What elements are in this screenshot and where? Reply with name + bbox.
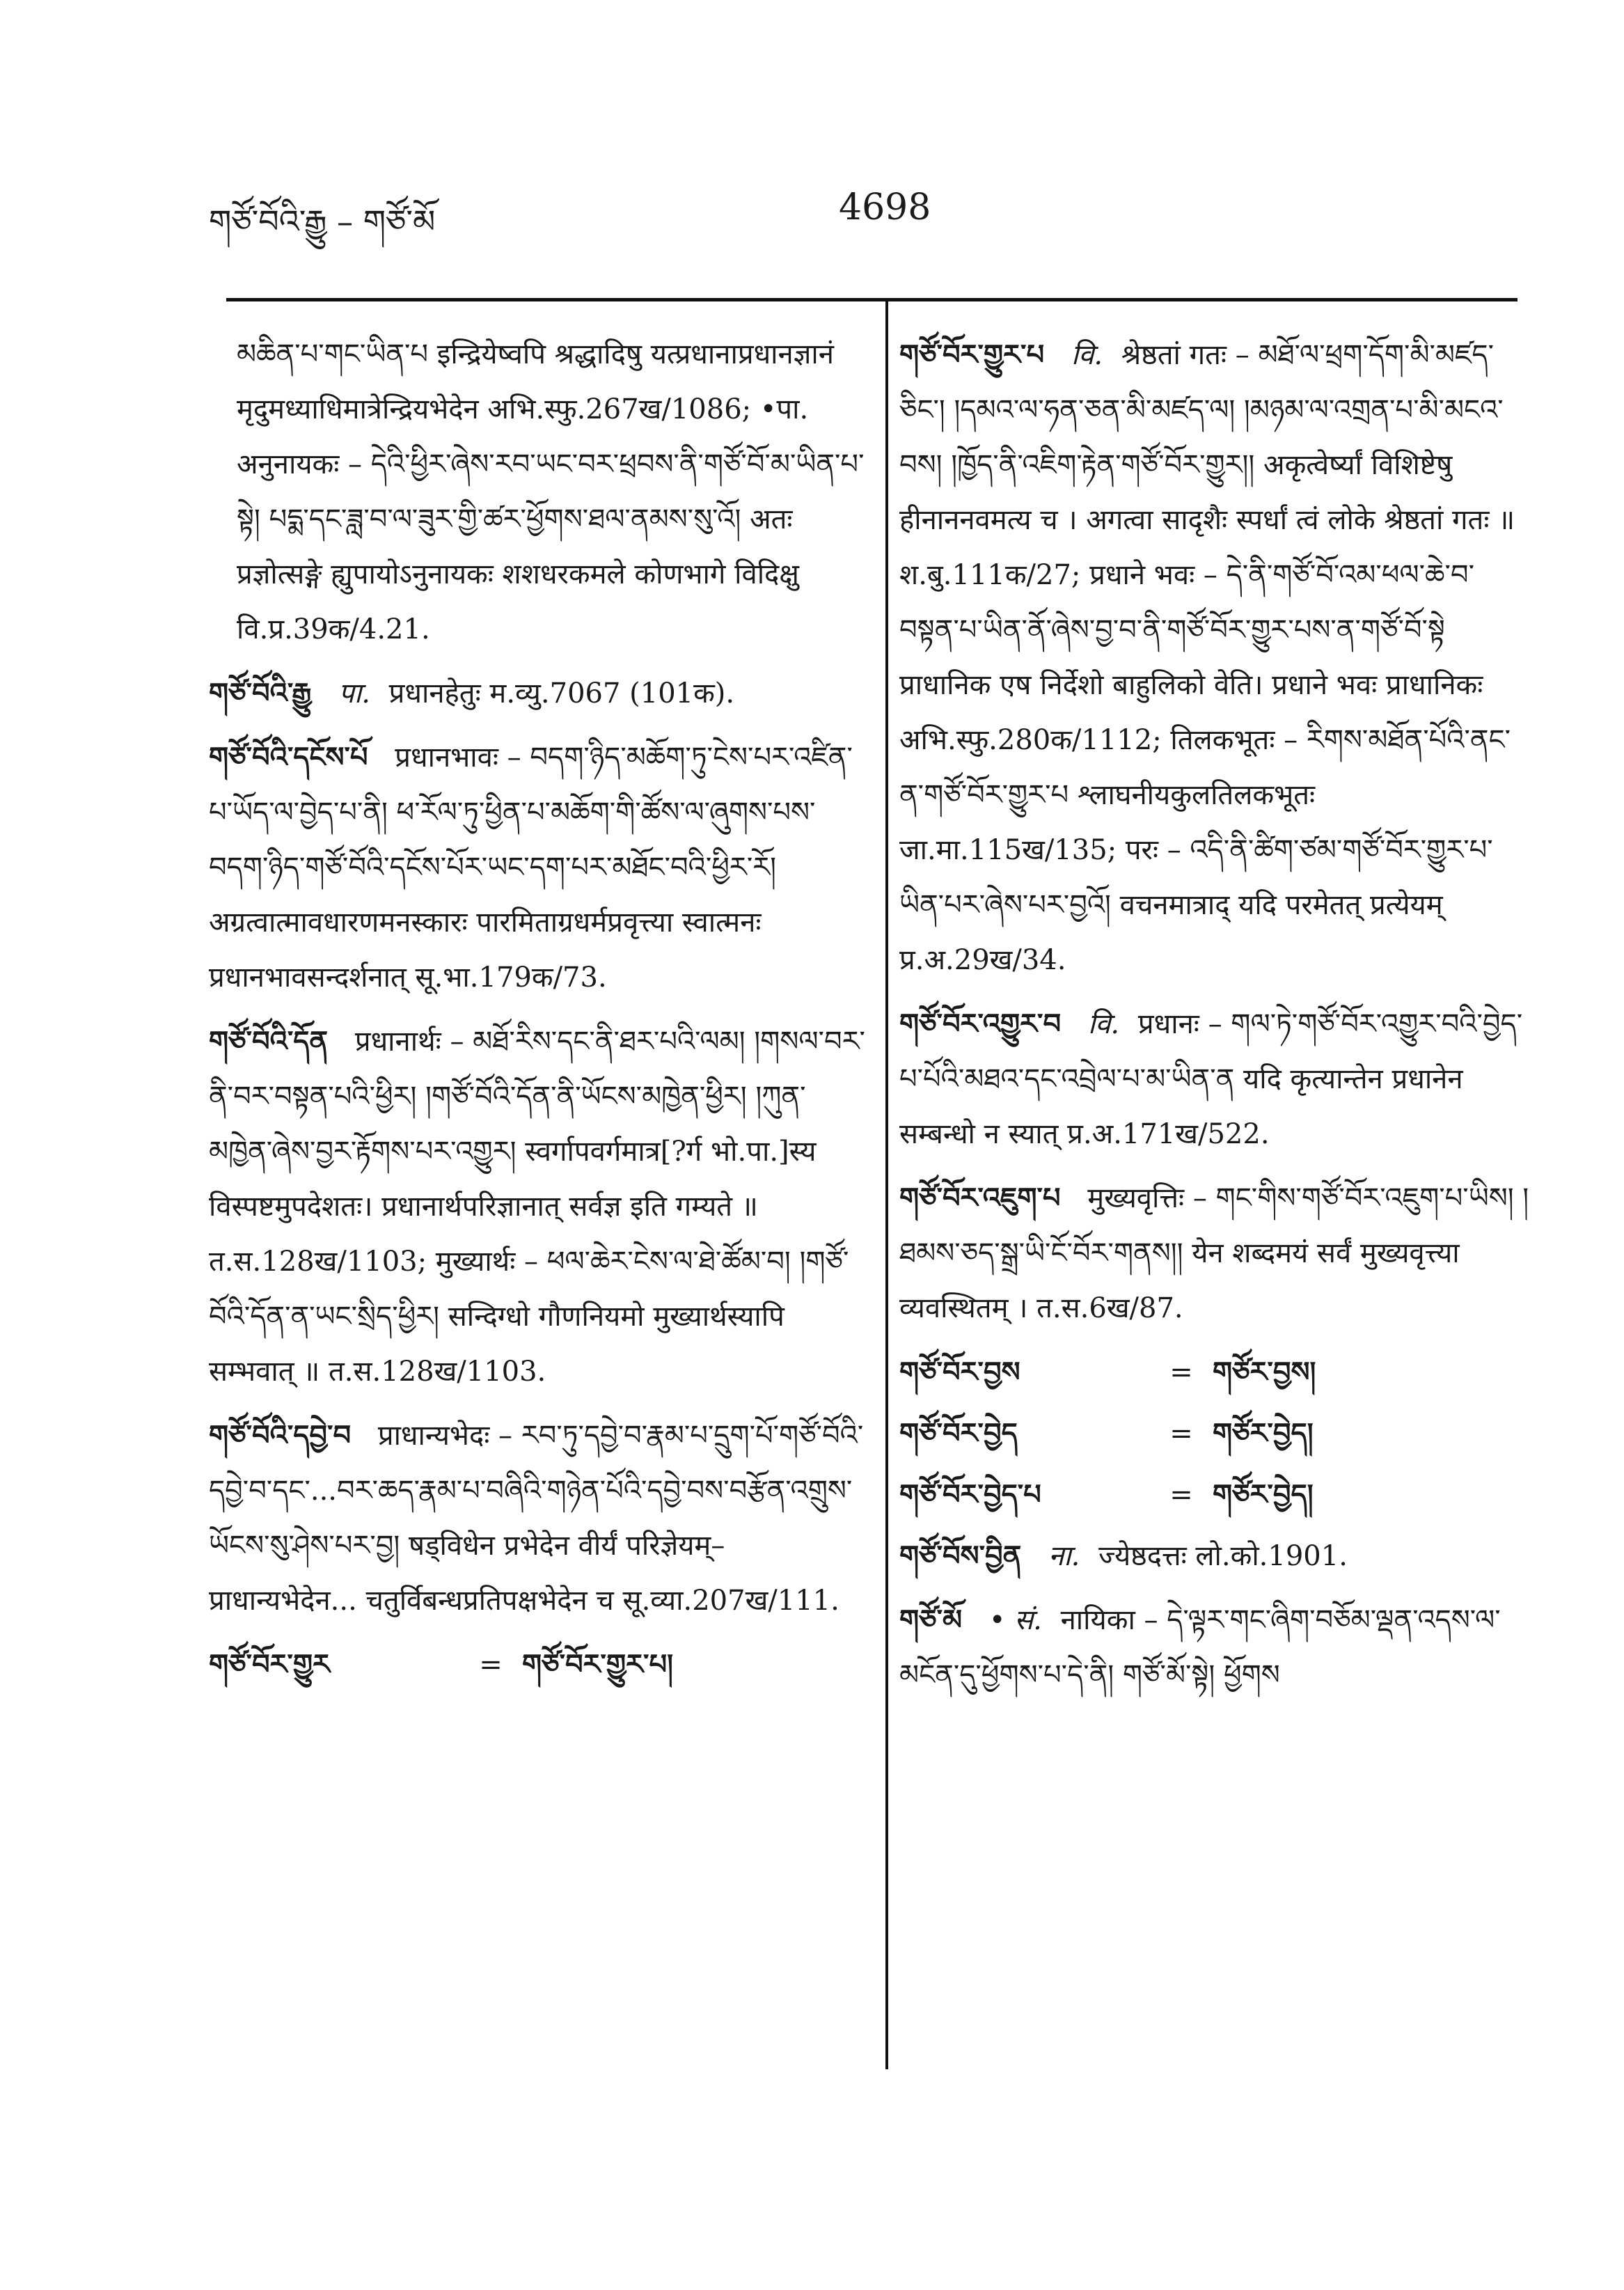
grammar-label: पा. xyxy=(338,677,370,709)
dictionary-entry xyxy=(209,1014,867,1399)
entry-body: श्रेष्ठतां गतः – མཐོ་ལ་ཕྲག་དོག་མི་མཛད་ཅིང་། །དམའ་ལ་ཧན་ཅན་མི་མཛད་ལ། །མཉམ་ལ་འགྲན་པ་མི་མངའ་བས། །ཁྱོད་ནི་འཇིག་རྟེན་གཙོ་བོར་གྱུར།། अकृत्वेर्ष्यां विशिष्टेषु हीनाननवमत्य च । अगत्वा सादृशैः स्पर्धां त्वं लोके श्रेष्ठतां गतः ॥ श.बु.111क/27; प्रधाने भवः – དེ་ནི་གཙོ་བོ་འམ་ཕལ་ཆེ་བ་བསྟན་པ་ཡིན་ནོ་ཞེས་བྱ་བ་ནི་གཙོ་བོར་གྱུར་པས་ན་གཙོ་བོ་སྟེ प्राधानिक एष निर्देशो बाहुलिको वेति। प्रधाने भवः प्राधानिकः अभि.स्फु.280क/1112; तिलकभूतः – རིགས་མཐོན་པོའི་ནང་ན་གཙོ་བོར་གྱུར་པ श्लाघनीयकुलतिलकभूतः जा.मा.115ख/135; परः – འདི་ནི་ཚིག་ཙམ་གཙོ་བོར་གྱུར་པ་ཡིན་པར་ཞེས་པར་བྱའོ། वचनमात्राद् यदि परमेतत् प्रत्येयम् प्र.अ.29ख/34. xyxy=(899,339,1515,976)
equals-sign: = xyxy=(1169,1356,1193,1388)
entry-headword: གཙོ་བོའི་དངོས་པོ xyxy=(209,741,368,774)
cross-reference-target: གཙོར་བྱས། xyxy=(1213,1356,1316,1388)
entry-body: नायिका – དེ་ལྟར་གང་ཞིག་བཅོམ་ལྡན་འདས་ལ་མངོན་དུ་ཕྱོགས་པ་དེ་ནི། གཙོ་མོ་སྟེ། ཕྱོགས xyxy=(899,1604,1501,1691)
entry-body: མཆིན་པ་གང་ཡིན་པ इन्द्रियेष्वपि श्रद्धादिषु यत्प्रधानाप्रधानज्ञानं मृदुमध्याधिमात्रेन्द्रियभेदेन अभि.स्फु.267ख/1086; •पा. अनुनायकः – དེའི་ཕྱིར་ཞེས་རབ་ཡང་བར་ཕྲབས་ནི་གཙོ་བོ་མ་ཡིན་པ་སྟེ། པདྨ་དང་ཟླ་བ་ལ་ཟུར་གྱི་ཚར་ཕྱོགས་ཐལ་ནམས་སུ་འོ། अतः प्रज्ञोत्सङ्गे ह्युपायोऽनुनायकः शशधरकमले कोणभागे विदिक्षु वि.प्र.39क/4.21. xyxy=(237,338,865,645)
dictionary-entry xyxy=(899,1170,1529,1336)
left-column xyxy=(209,327,867,1698)
cross-reference-entry xyxy=(899,1344,1529,1400)
header-rule xyxy=(226,298,1517,301)
entry-body: प्रधानः – གལ་ཏེ་གཙོ་བོར་འགྱུར་བའི་བྱེད་པ་པོའི་མཐའ་དང་འབྲེལ་པ་མ་ཡིན་ན यदि कृत्यान्तेन प्रधानेन सम्बन्धो न स्यात् प्र.अ.171ख/522. xyxy=(899,1008,1523,1150)
dictionary-entry xyxy=(209,327,867,657)
entry-headword: གཙོ་བོར་གྱུར་པ xyxy=(899,338,1045,371)
dictionary-entry xyxy=(209,666,867,721)
column-divider xyxy=(885,301,888,2069)
entry-body: प्रधानार्थः – མཐོ་རིས་དང་ནི་ཐར་པའི་ལམ། །གསལ་བར་ནི་བར་བསྟན་པའི་ཕྱིར། །གཙོ་བོའི་དོན་ནི་ཡོངས་མཁྱེན་ཕྱིར། །ཀུན་མཁྱེན་ཞེས་བྱར་རྟོགས་པར་འགྱུར། स्वर्गापवर्गमात्र[?र्ग भो.पा.]स्य विस्पष्टमुपदेशतः। प्रधानार्थपरिज्ञानात् सर्वज्ञ इति गम्यते ॥ त.स.128ख/1103; मुख्यार्थः – ཕལ་ཆེར་ངེས་ལ་ཐེ་ཚོམ་བ། །གཙོ་བོའི་དོན་ན་ཡང་སྲིད་ཕྱིར། सन्दिग्धो गौणनियमो मुख्यार्थस्यापि सम्भवात् ॥ त.स.128ख/1103. xyxy=(209,1026,865,1388)
entry-body: ज्येष्ठदत्तः लो.को.1901. xyxy=(1098,1540,1348,1572)
grammar-label: वि. xyxy=(1071,339,1103,371)
grammar-label: वि. xyxy=(1087,1008,1120,1040)
entry-headword: གཙོ་བོར་བྱས xyxy=(899,1356,1020,1388)
equals-sign: = xyxy=(1169,1418,1193,1450)
entry-body: मुख्यवृत्तिः – གང་གིས་གཙོ་བོར་འཇུག་པ་ཡིས། །ཐམས་ཅད་སྒྲ་ཡི་ངོ་བོར་གནས།། येन शब्दमयं सर्वं मुख्यवृत्त्या व्यवस्थितम् । त.स.6ख/87. xyxy=(899,1182,1529,1324)
entry-headword: གཙོ་བོར་བྱེད་པ xyxy=(899,1478,1041,1511)
cross-reference-target: གཙོར་བྱེད། xyxy=(1213,1417,1314,1450)
equals-sign: = xyxy=(1169,1479,1193,1511)
entry-headword: གཙོ་བོས་བྱིན xyxy=(899,1539,1022,1572)
entry-headword: གཙོ་བོའི་དོན xyxy=(209,1025,329,1058)
entry-headword: གཙོ་བོར་བྱེད xyxy=(899,1417,1018,1450)
cross-reference-target: གཙོར་བྱེད། xyxy=(1213,1478,1314,1511)
entry-body: प्राधान्यभेदः – རབ་ཏུ་དབྱེ་བ་རྣམ་པ་དྲུག་པོ་གཙོ་བོའི་དབྱེ་བ་དང་...བར་ཆད་རྣམ་པ་བཞིའི་གཉེན་པོའི་དབྱེ་བས་བརྩོན་འགྲུས་ཡོངས་སུ་ཤེས་པར་བྱ། षड्विधेन प्रभेदेन वीर्यं परिज्ञेयम्–प्राधान्यभेदेन... चतुर्विबन्धप्रतिपक्षभेदेन च सू.व्या.207ख/111. xyxy=(209,1420,864,1617)
dictionary-entry xyxy=(899,1592,1529,1703)
grammar-label: • सं. xyxy=(988,1604,1042,1636)
grammar-label: ना. xyxy=(1048,1540,1080,1572)
cross-reference-entry xyxy=(899,1467,1529,1523)
dictionary-entry xyxy=(899,327,1529,988)
dictionary-entry xyxy=(209,730,867,1005)
dictionary-entry xyxy=(209,1408,867,1629)
entry-body: प्रधानभावः – བདག་ཉིད་མཆོག་ཏུ་ངེས་པར་འཛིན་པ་ཡོད་ལ་བྱེད་པ་ནི། ཕ་རོལ་ཏུ་ཕྱིན་པ་མཆོག་གི་ཚོས་ལ་ཞུགས་པས་བདག་ཉིད་གཙོ་བོའི་དངོས་པོར་ཡང་དག་པར་མཐོང་བའི་ཕྱིར་རོ། अग्रत्वात्मावधारणमनस्कारः पारमिताग्रधर्मप्रवृत्त्या स्वात्मनः प्रधानभावसन्दर्शनात् सू.भा.179क/73. xyxy=(209,742,853,994)
running-head: གཙོ་བོའི་རྒྱུ – གཙོ་མོ xyxy=(209,203,436,240)
dictionary-entry xyxy=(899,996,1529,1162)
entry-body: प्रधानहेतुः म.व्यु.7067 (101क). xyxy=(388,677,735,709)
entry-headword: གཙོ་བོར་གྱུར xyxy=(209,1648,331,1681)
page-number: 4698 xyxy=(839,187,931,228)
cross-reference-entry xyxy=(209,1637,867,1693)
entry-headword: གཙོ་མོ xyxy=(899,1603,963,1636)
entry-headword: གཙོ་བོའི་རྒྱུ xyxy=(209,677,312,709)
cross-reference-entry xyxy=(899,1406,1529,1461)
equals-sign: = xyxy=(479,1649,503,1681)
dictionary-entry xyxy=(899,1528,1529,1584)
entry-headword: གཙོ་བོར་འགྱུར་བ xyxy=(899,1007,1062,1040)
cross-reference-target: གཙོ་བོར་གྱུར་པ། xyxy=(522,1648,673,1681)
entry-headword: གཙོ་བོའི་དབྱེ་བ xyxy=(209,1419,352,1452)
right-column xyxy=(899,327,1529,1711)
entry-headword: གཙོ་བོར་འཇུག་པ xyxy=(899,1182,1061,1214)
